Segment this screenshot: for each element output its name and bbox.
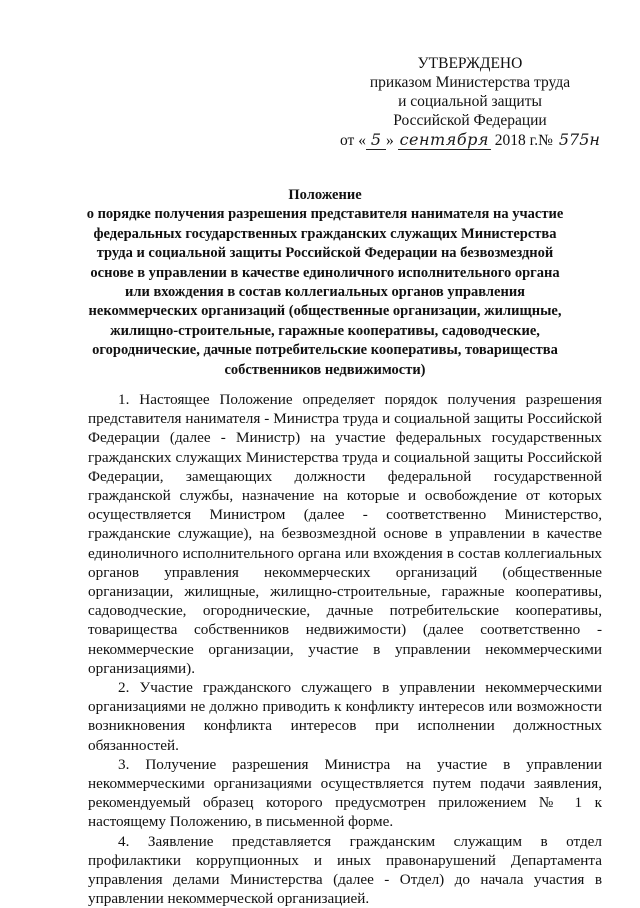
title-line: о порядке получения разрешения представителя нанимателя на участие (86, 206, 564, 223)
title-heading: Положение (288, 187, 362, 203)
paragraph-2: 2. Участие гражданского служащего в управлении некоммерческими организациями не должно приводить к конфликту интересов или возможности возникновения конфликта интересов при исполнении должностных обязанностей. (88, 679, 602, 754)
title-line: федеральных государственных гражданских служащих Министерства (93, 225, 557, 242)
approval-stamp (340, 54, 600, 150)
approval-country-line: Российской Федерации (393, 112, 547, 129)
date-prefix: от « (340, 132, 366, 149)
document-body (88, 390, 602, 908)
title-line: некоммерческих организаций (общественные организации, жилищные, (88, 303, 562, 320)
number-prefix: № (538, 132, 553, 149)
approval-ministry-line: и социальной защиты (398, 93, 542, 110)
title-line: труда и социальной защиты Российской Федерации на безвозмездной (96, 245, 554, 262)
document-title (60, 186, 590, 380)
approval-heading: УТВЕРЖДЕНО (417, 55, 523, 72)
paragraph-1: 1. Настоящее Положение определяет порядок получения разрешения представителя нанимателя - Министра труда и социальной защиты Российской Федерации (далее - Министр) на участие федеральных государственных гражданских служащих Министерства труда и социальной защиты Российской Федерации, замещающих должности федеральной государственной гражданской службы, назначение на которые и освобождение от которых осуществляется Министром (далее - соответственно Министерство, гражданские служащие), на безвозмездной основе в управлении в качестве единоличного исполнительного органа или вхождения в состав коллегиальных органов управления некоммерческих организаций (общественные организации, жилищные, жилищно-строительные, гаражные кооперативы, садоводческие, огороднические, дачные потребительские кооперативы, товарищества собственников недвижимости) (далее соответственно - некоммерческие организации, участие в управлении некоммерческими организациями). (88, 391, 602, 677)
handwritten-number: 575н (558, 130, 600, 149)
approval-date-line (340, 130, 600, 150)
approval-order-line: приказом Министерства труда (369, 74, 571, 91)
date-mid: » (385, 132, 394, 149)
title-line: огороднические, дачные потребительские кооперативы, товарищества (92, 342, 558, 359)
title-line: или вхождения в состав коллегиальных органов управления (124, 284, 526, 301)
title-line: основе в управлении в качестве единоличного исполнительного органа (90, 264, 560, 281)
date-year: 2018 г. (494, 132, 539, 149)
paragraph-3: 3. Получение разрешения Министра на участие в управлении некоммерческими организациями осуществляется путем подачи заявления, рекомендуемый образец которого предусмотрен приложением № 1 к настоящему Положению, в письменной форме. (88, 755, 602, 831)
paragraph-4: 4. Заявление представляется гражданским служащим в отдел профилактики коррупционных и иных правонарушений Департамента управления делами Министерства (далее - Отдел) до начала участия в управлении некоммерческой организацией. (88, 832, 602, 908)
handwritten-month: сентября (399, 130, 489, 149)
handwritten-day: 5 (366, 130, 386, 150)
title-line: собственников недвижимости) (224, 361, 426, 378)
title-line: жилищно-строительные, гаражные кооперативы, садоводческие, (110, 322, 540, 339)
